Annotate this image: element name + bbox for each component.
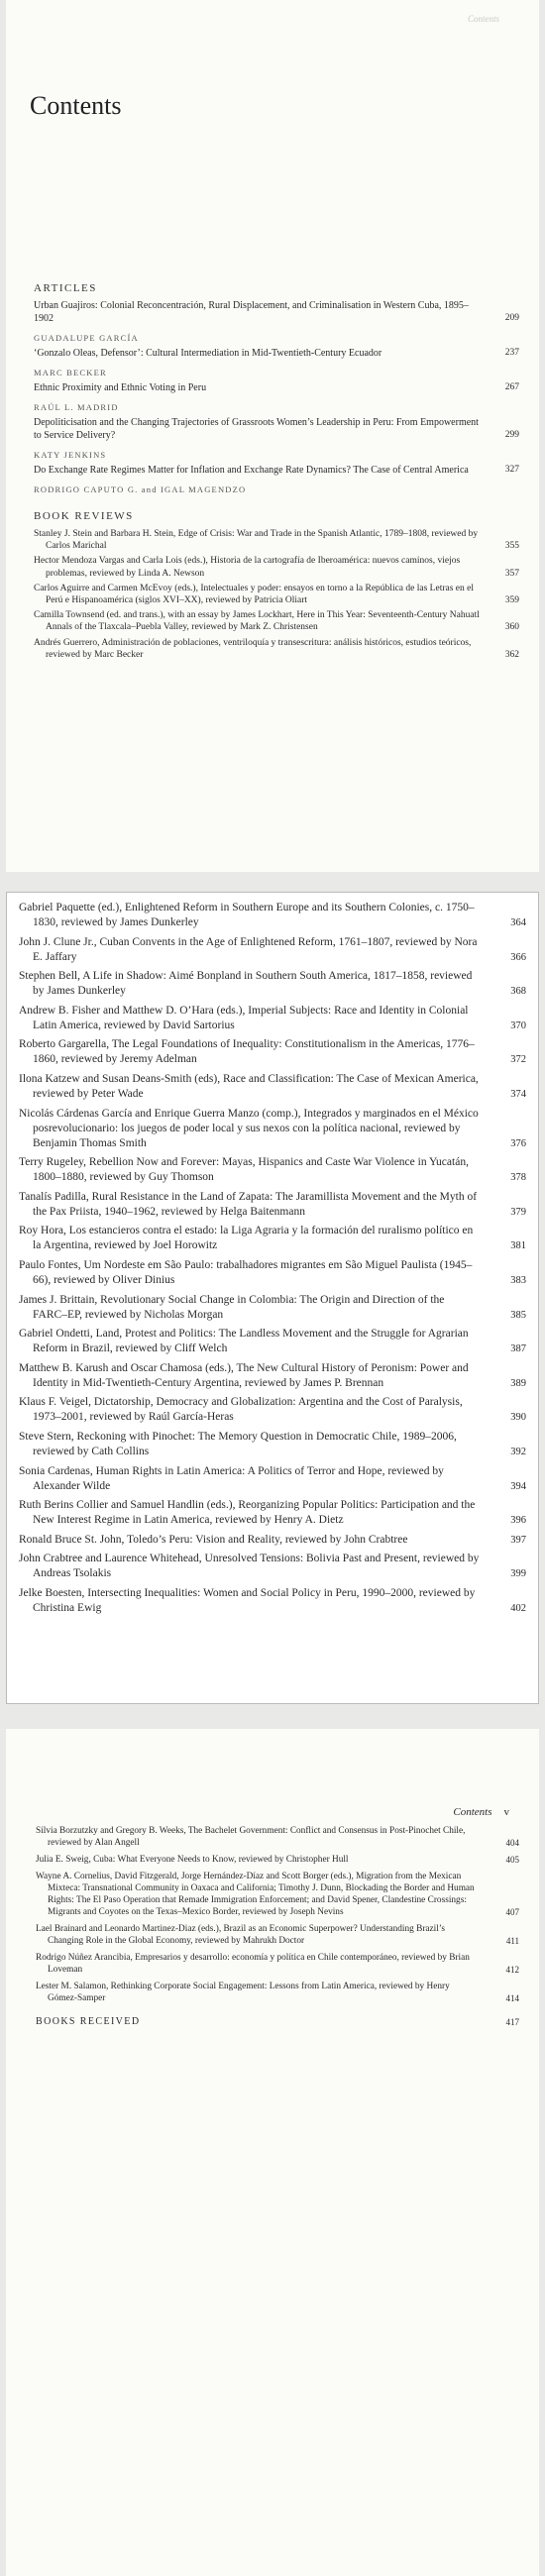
review-entry	[19, 935, 526, 965]
reviews-list	[19, 901, 526, 1620]
page-number: 360	[504, 622, 519, 633]
articles-heading: ARTICLES	[34, 282, 97, 294]
review-entry	[19, 1190, 526, 1220]
review-entry	[19, 1224, 526, 1253]
contents-page-2	[6, 892, 539, 1704]
page-number: 366	[510, 951, 526, 963]
review-text: Ruth Berins Collier and Samuel Handlin (eds.), Reorganizing Popular Politics: Participation and the New Interest Regime in Latin America, reviewed by Henry A. Dietz	[19, 1499, 476, 1527]
review-entry	[19, 1464, 526, 1494]
article-title: ‘Gonzalo Oleas, Defensor’: Cultural Intermediation in Mid-Twentieth-Century Ecuador	[34, 348, 382, 359]
review-entry	[19, 901, 526, 930]
page-number: 404	[505, 1838, 519, 1848]
review-text: Terry Rugeley, Rebellion Now and Forever: Mayas, Hispanics and Caste War Violence in Yucatán, 1800–1880, reviewed by Guy Thomson	[19, 1156, 469, 1184]
review-text: Wayne A. Cornelius, David Fitzgerald, Jorge Hernández-Díaz and Scott Borger (eds.), Migration from the Mexican Mixteca: Transnational Community in Oaxaca and California; Timothy J. Dunn, Blockading the Border and Human Rights: The El Paso Operation that Remade Immigration Enforcement; and David Spener, Clandestine Crossings: Migrants and Coyotes on the Texas–Mexico Border, reviewed by Joseph Nevins	[36, 1872, 475, 1917]
contents-page-3	[6, 1729, 539, 2576]
review-text: Matthew B. Karush and Oscar Chamosa (eds.), The New Cultural History of Peronism: Power and Identity in Mid-Twentieth-Century Argentina, reviewed by James P. Brennan	[19, 1361, 469, 1389]
review-entry	[34, 609, 519, 633]
page-number: 402	[510, 1602, 526, 1614]
page-number: 383	[510, 1274, 526, 1286]
page-number: 357	[504, 568, 519, 579]
review-text: Gabriel Paquette (ed.), Enlightened Reform in Southern Europe and its Southern Colonies, c. 1750–1830, reviewed by James Dunkerley	[19, 902, 475, 928]
review-text: Camilla Townsend (ed. and trans.), with an essay by James Lockhart, Here in This Year: Seventeenth-Century Nahuatl Annals of the Tlaxcala–Puebla Valley, reviewed by Mark Z. Christensen	[34, 610, 480, 633]
review-entry	[19, 1586, 526, 1616]
page-number: 405	[505, 1855, 519, 1865]
article-entry	[34, 464, 519, 477]
review-entry	[36, 1981, 519, 2004]
review-text: Ilona Katzew and Susan Deans-Smith (eds), Race and Classification: The Case of Mexican America, reviewed by Peter Wade	[19, 1072, 479, 1100]
review-text: Lester M. Salamon, Rethinking Corporate Social Engagement: Lessons from Latin America, reviewed by Henry Gómez-Samper	[36, 1982, 450, 2003]
page-title: Contents	[30, 91, 122, 120]
article-entry	[34, 347, 519, 360]
review-entry	[19, 1072, 526, 1102]
review-text: Steve Stern, Reckoning with Pinochet: The Memory Question in Democratic Chile, 1989–2006, reviewed by Cath Collins	[19, 1430, 457, 1457]
page-number: 378	[510, 1172, 526, 1184]
page-number: 370	[510, 1020, 526, 1031]
review-text: Andrés Guerrero, Administración de poblaciones, ventriloquía y transescritura: análisis históricos, estudios teóricos, reviewed by Marc Becker	[34, 637, 472, 660]
review-entry	[36, 1854, 519, 1866]
books-received-entry	[36, 2016, 519, 2027]
review-entry	[19, 1533, 526, 1548]
review-text: Klaus F. Veigel, Dictatorship, Democracy and Globalization: Argentina and the Cost of Paralysis, 1973–2001, reviewed by Raúl García-Heras	[19, 1396, 463, 1424]
review-entry	[19, 1498, 526, 1528]
page-number: 396	[510, 1515, 526, 1527]
review-entry	[19, 1037, 526, 1067]
page-number: 362	[504, 649, 519, 660]
review-entry	[36, 1952, 519, 1976]
review-text: Stanley J. Stein and Barbara H. Stein, Edge of Crisis: War and Trade in the Spanish Atlantic, 1789–1808, reviewed by Carlos Marichal	[34, 529, 479, 552]
review-text: Gabriel Ondetti, Land, Protest and Politics: The Landless Movement and the Struggle for Agrarian Reform in Brazil, reviewed by Cliff Welch	[19, 1328, 469, 1355]
review-text: Paulo Fontes, Um Nordeste em São Paulo: trabalhadores migrantes em São Miguel Paulista (1945–66), reviewed by Oliver Dinius	[19, 1258, 473, 1286]
page-number: 355	[504, 541, 519, 552]
article-author: MARC BECKER	[34, 368, 107, 377]
review-entry	[19, 1258, 526, 1288]
page-number: 364	[510, 917, 526, 928]
page-number: 299	[504, 430, 519, 440]
review-text: Roy Hora, Los estancieros contra el estado: la Liga Agraria y la formación del ruralismo político en la Argentina, reviewed by Joel Horowitz	[19, 1225, 474, 1252]
page-number: 385	[510, 1309, 526, 1321]
page-number: 397	[510, 1534, 526, 1546]
page-number: 412	[505, 1965, 519, 1975]
review-text: Julia E. Sweig, Cuba: What Everyone Needs to Know, reviewed by Christopher Hull	[36, 1855, 349, 1865]
review-text: Rodrigo Núñez Arancibia, Empresarios y desarrollo: economía y política en Chile contemporáneo, reviewed by Brian Loveman	[36, 1953, 470, 1975]
review-entry	[34, 583, 519, 606]
reviews-list	[36, 1825, 519, 2027]
review-entry	[36, 1871, 519, 1918]
review-text: John Crabtree and Laurence Whitehead, Unresolved Tensions: Bolivia Past and Present, reviewed by Andreas Tsolakis	[19, 1553, 480, 1580]
page-number: 381	[510, 1240, 526, 1252]
page-number: 327	[504, 465, 519, 475]
article-author: GUADALUPE GARCÍA	[34, 333, 139, 343]
review-entry	[19, 1552, 526, 1581]
page-number: 209	[504, 313, 519, 323]
page-number: 407	[505, 1907, 519, 1917]
running-head	[453, 1806, 509, 1818]
page-number: 392	[510, 1446, 526, 1457]
review-text: Jelke Boesten, Intersecting Inequalities: Women and Social Policy in Peru, 1990–2000, reviewed by Christina Ewig	[19, 1586, 476, 1614]
book-reviews-heading: BOOK REVIEWS	[34, 510, 134, 522]
article-title: Depoliticisation and the Changing Trajectories of Grassroots Women’s Leadership in Peru: From Empowerment to Service Delivery?	[34, 417, 479, 441]
review-text: Sonia Cardenas, Human Rights in Latin America: A Politics of Terror and Hope, reviewed by Alexander Wilde	[19, 1464, 444, 1492]
review-text: Stephen Bell, A Life in Shadow: Aimé Bonpland in Southern South America, 1817–1858, reviewed by James Dunkerley	[19, 970, 473, 998]
review-text: John J. Clune Jr., Cuban Convents in the Age of Enlightened Reform, 1761–1807, reviewed by Nora E. Jaffary	[19, 935, 478, 963]
folio-number: v	[503, 1806, 509, 1818]
review-entry	[36, 1923, 519, 1947]
article-title: Do Exchange Rate Regimes Matter for Inflation and Exchange Rate Dynamics? The Case of Central America	[34, 465, 469, 476]
review-text: Nicolás Cárdenas García and Enrique Guerra Manzo (comp.), Integrados y marginados en el México posrevolucionario: los juegos de poder local y sus nexos con la política nacional, reviewed by Benjamin Thomas Smith	[19, 1107, 479, 1149]
review-entry	[19, 1361, 526, 1391]
article-author: RAÚL L. MADRID	[34, 402, 119, 412]
running-head-title: Contents	[453, 1806, 492, 1818]
page-number: 411	[505, 1936, 519, 1946]
review-entry	[34, 555, 519, 579]
review-entry	[19, 1107, 526, 1151]
review-entry	[19, 1293, 526, 1323]
review-entry	[34, 528, 519, 552]
review-text: Lael Brainard and Leonardo Martinez-Diaz (eds.), Brazil as an Economic Superpower? Understanding Brazil’s Changing Role in the Global Economy, reviewed by Mahrukh Doctor	[36, 1924, 446, 1946]
review-text: James J. Brittain, Revolutionary Social Change in Colombia: The Origin and Direction of the FARC–EP, reviewed by Nicholas Morgan	[19, 1293, 445, 1321]
running-head-faint: Contents	[467, 14, 499, 24]
review-entry	[36, 1825, 519, 1849]
page-number: 394	[510, 1480, 526, 1492]
article-entry	[34, 416, 519, 442]
review-entry	[19, 1004, 526, 1033]
review-text: Silvia Borzutzky and Gregory B. Weeks, The Bachelet Government: Conflict and Consensus in Post-Pinochet Chile, reviewed by Alan Angell	[36, 1826, 466, 1848]
article-entry	[34, 381, 519, 394]
review-entry	[34, 637, 519, 661]
article-title: Urban Guajiros: Colonial Reconcentración, Rural Displacement, and Criminalisation in Western Cuba, 1895–1902	[34, 300, 469, 324]
article-title: Ethnic Proximity and Ethnic Voting in Peru	[34, 382, 207, 393]
review-text: Roberto Gargarella, The Legal Foundations of Inequality: Constitutionalism in the Americas, 1776–1860, reviewed by Jeremy Adelman	[19, 1038, 475, 1066]
page-number: 389	[510, 1377, 526, 1389]
page-number: 387	[510, 1343, 526, 1355]
page-number: 399	[510, 1568, 526, 1580]
page-number: 237	[504, 348, 519, 358]
page-number: 417	[505, 2017, 519, 2027]
articles-list	[34, 299, 519, 664]
page-number: 368	[510, 986, 526, 998]
article-author: KATY JENKINS	[34, 450, 107, 460]
article-author: RODRIGO CAPUTO G. and IGAL MAGENDZO	[34, 484, 247, 494]
page-number: 359	[504, 595, 519, 606]
review-entry	[19, 969, 526, 999]
books-received-heading: BOOKS RECEIVED	[36, 2016, 141, 2027]
page-number: 379	[510, 1206, 526, 1218]
page-number: 390	[510, 1412, 526, 1424]
review-text: Carlos Aguirre and Carmen McEvoy (eds.), Intelectuales y poder: ensayos en torno a la República de las Letras en el Perú e Hispanoamérica (siglos XVI–XX), reviewed by Patricia Oliart	[34, 583, 474, 606]
page-number: 414	[505, 1993, 519, 2003]
review-entry	[19, 1327, 526, 1356]
review-text: Tanalís Padilla, Rural Resistance in the Land of Zapata: The Jaramillista Movement and the Myth of the Pax Priista, 1940–1962, reviewed by Helga Baitenmann	[19, 1190, 478, 1218]
page-number: 376	[510, 1137, 526, 1149]
page-number: 374	[510, 1088, 526, 1100]
page-number: 267	[504, 382, 519, 392]
review-text: Ronald Bruce St. John, Toledo’s Peru: Vision and Reality, reviewed by John Crabtree	[19, 1533, 408, 1546]
article-entry	[34, 299, 519, 325]
review-entry	[19, 1395, 526, 1425]
review-entry	[19, 1430, 526, 1459]
review-entry	[19, 1155, 526, 1185]
page-number: 372	[510, 1054, 526, 1066]
review-text: Andrew B. Fisher and Matthew D. O’Hara (eds.), Imperial Subjects: Race and Identity in Colonial Latin America, reviewed by David Sartorius	[19, 1004, 469, 1031]
review-text: Hector Mendoza Vargas and Carla Lois (eds.), Historia de la cartografía de Iberoamérica: nuevos caminos, viejos problemas, reviewed by Linda A. Newson	[34, 556, 461, 579]
contents-page-1	[6, 0, 539, 872]
